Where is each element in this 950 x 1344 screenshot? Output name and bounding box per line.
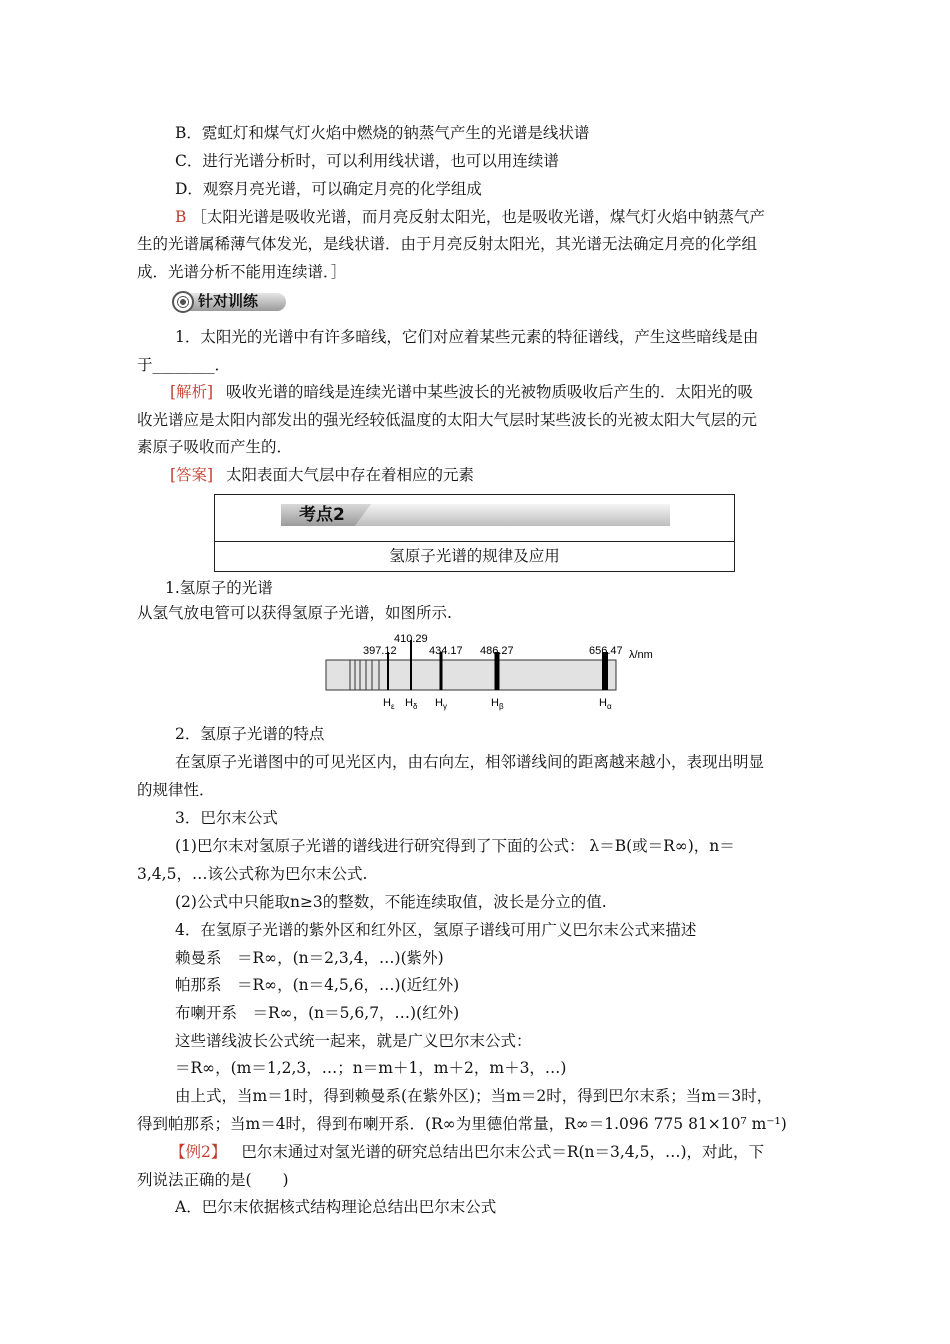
section-2-title: 2．氢原子光谱的特点: [175, 725, 325, 743]
brackett-series: 布喇开系 ＝R∞，(n＝5,6,7，…)(红外): [175, 1004, 460, 1022]
section-3-title: 3．巴尔末公式: [175, 809, 278, 827]
unify-text: 这些谱线波长公式统一起来，就是广义巴尔末公式：: [175, 1032, 532, 1050]
answer-letter: B: [175, 208, 187, 226]
example-2-line-2: 列说法正确的是( ): [137, 1171, 289, 1189]
example-2-tag: 【例2】: [170, 1143, 227, 1161]
section-3-p2: (2)公式中只能取n≥3的整数，不能连续取值，波长是分立的值.: [175, 893, 607, 911]
answer-line-3: 成．光谱分析不能用连续谱．］: [137, 263, 347, 281]
question-1-line-2: 于________．: [137, 356, 231, 374]
kaodian-subtitle: 氢原子光谱的规律及应用: [389, 547, 560, 565]
analysis-line-2: 收光谱应是太阳内部发出的强光经较低温度的太阳大气层时某些波长的光被太阳大气层的元: [137, 411, 758, 429]
answer-line-1: [175, 207, 765, 227]
answer-q1: [170, 465, 474, 485]
practice-banner: [170, 288, 288, 316]
analysis-text-1: 吸收光谱的暗线是连续光谱中某些波长的光被物质吸收后产生的．太阳光的吸: [226, 383, 754, 401]
section-4-desc-2: 得到帕那系；当m＝4时，得到布喇开系．(R∞为里德伯常量，R∞＝1.096 775 81×10⁷ m⁻¹): [137, 1115, 787, 1133]
answer-text-1: ［太阳光谱是吸收光谱，而月亮反射太阳光，也是吸收光谱，煤气灯火焰中钠蒸气产: [191, 208, 765, 226]
spectrum-strip: [326, 660, 616, 690]
lyman-series: 赖曼系 ＝R∞，(n＝2,3,4，…)(紫外): [175, 949, 444, 967]
analysis-line-3: 素原子吸收而产生的．: [137, 438, 293, 456]
example-2-option-a: A．巴尔末依据核式结构理论总结出巴尔末公式: [175, 1198, 497, 1216]
section-2-line-1: 在氢原子光谱图中的可见光区内，由右向左，相邻谱线间的距离越来越小，表现出明显: [175, 753, 765, 771]
section-1-title: 1.氢原子的光谱: [165, 579, 273, 597]
label-434: 434.17: [429, 645, 463, 657]
section-3-p1-line-2: 3,4,5，…该公式称为巴尔末公式.: [137, 865, 368, 883]
name-h-beta: $H_\beta$: [491, 697, 504, 711]
answer-line-2: 生的光谱属稀薄气体发光，是线状谱．由于月亮反射太阳光，其光谱无法确定月亮的化学组: [137, 235, 758, 253]
answer-tag: [答案]: [170, 466, 214, 484]
option-b: B．霓虹灯和煤气灯火焰中燃烧的钠蒸气产生的光谱是线状谱: [175, 124, 590, 142]
target-icon: [172, 291, 194, 313]
option-d: D．观察月亮光谱，可以确定月亮的化学组成: [175, 180, 482, 198]
name-h-delta: $H_\delta$: [405, 697, 418, 711]
label-397: 397.12: [363, 645, 397, 657]
section-2-line-2: 的规律性．: [137, 781, 215, 799]
label-410: 410.29: [394, 633, 428, 645]
example-2-text-1: 巴尔末通过对氢光谱的研究总结出巴尔末公式＝R(n＝3,4,5，…)，对此，下: [241, 1143, 765, 1161]
kaodian-box: [214, 494, 735, 572]
section-4-title: 4．在氢原子光谱的紫外区和红外区，氢原子谱线可用广义巴尔末公式来描述: [175, 921, 697, 939]
name-h-gamma: $H_\gamma$: [435, 697, 447, 711]
example-2-line-1: [170, 1142, 764, 1162]
label-656: 656.47: [589, 645, 623, 657]
analysis-line-1: [170, 382, 753, 402]
section-4-desc-1: 由上式，当m＝1时，得到赖曼系(在紫外区)；当m＝2时，得到巴尔末系；当m＝3时，: [175, 1087, 773, 1105]
hydrogen-spectrum-figure: [300, 630, 670, 715]
section-3-p1-line-1: (1)巴尔末对氢原子光谱的谱线进行研究得到了下面的公式： λ＝B(或＝R∞)，n＝: [175, 837, 735, 855]
name-h-alpha: $H_\alpha$: [599, 697, 612, 711]
name-h-epsilon: $H_\varepsilon$: [383, 697, 395, 711]
section-1-text: 从氢气放电管可以获得氢原子光谱，如图所示.: [137, 604, 452, 622]
banner-label: 针对训练: [198, 292, 259, 310]
option-c: C．进行光谱分析时，可以利用线状谱，也可以用连续谱: [175, 152, 559, 170]
answer-q1-text: 太阳表面大气层中存在着相应的元素: [226, 466, 475, 484]
kaodian-label: 考点2: [299, 505, 345, 525]
question-1-line-1: 1．太阳光的光谱中有许多暗线，它们对应着某些元素的特征谱线，产生这些暗线是由: [175, 328, 759, 346]
label-486: 486.27: [480, 645, 514, 657]
analysis-tag: [解析]: [170, 383, 214, 401]
paschen-series: 帕那系 ＝R∞，(n＝4,5,6，…)(近红外): [175, 976, 460, 994]
general-formula: ＝R∞，(m＝1,2,3，…；n＝m＋1，m＋2，m＋3，…): [175, 1059, 567, 1077]
unit-label: λ/nm: [629, 649, 653, 661]
